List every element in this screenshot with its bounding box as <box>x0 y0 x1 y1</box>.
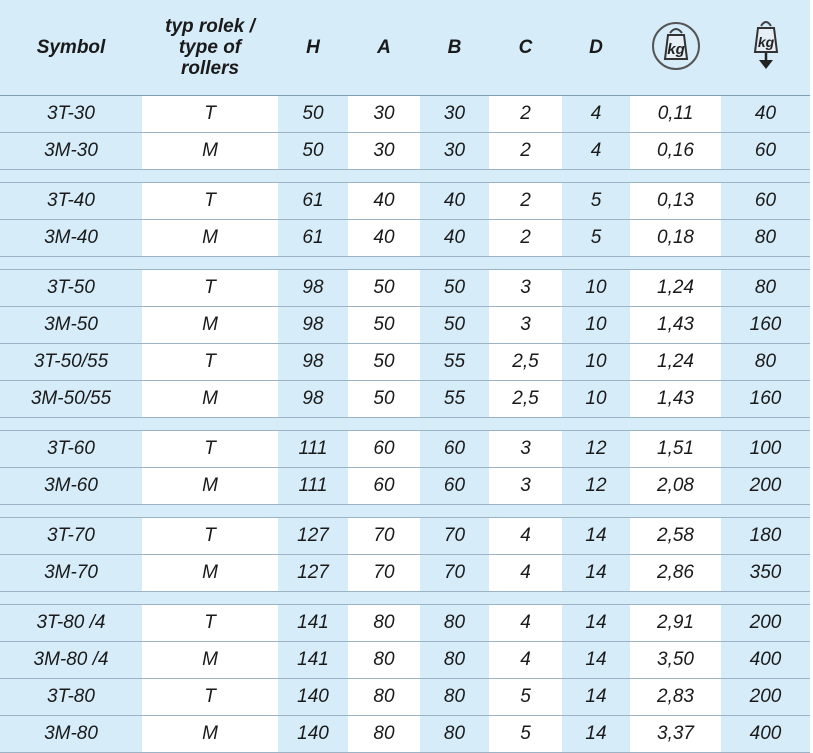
cell-weight: 2,86 <box>630 555 721 592</box>
cell-h: 127 <box>278 555 348 592</box>
load-capacity-kg-icon <box>749 16 783 79</box>
table-row <box>0 468 810 505</box>
table-row <box>0 381 810 418</box>
cell-weight: 0,13 <box>630 183 721 220</box>
cell-symbol: 3M-30 <box>0 133 142 170</box>
cell-d: 12 <box>562 431 630 468</box>
cell-weight: 2,58 <box>630 518 721 555</box>
cell-b: 80 <box>420 642 489 679</box>
cell-a: 80 <box>348 679 420 716</box>
cell-roller-type: T <box>142 96 278 133</box>
cell-load-capacity: 80 <box>721 344 810 381</box>
table-row <box>0 344 810 381</box>
cell-c: 3 <box>489 468 562 505</box>
cell-weight: 2,08 <box>630 468 721 505</box>
header-h: H <box>278 0 348 96</box>
cell-d: 10 <box>562 381 630 418</box>
cell-load-capacity: 200 <box>721 468 810 505</box>
cell-c: 2 <box>489 96 562 133</box>
cell-load-capacity: 200 <box>721 679 810 716</box>
cell-symbol: 3T-40 <box>0 183 142 220</box>
cell-load-capacity: 400 <box>721 642 810 679</box>
cell-a: 60 <box>348 431 420 468</box>
group-separator <box>0 418 810 431</box>
cell-weight: 0,11 <box>630 96 721 133</box>
cell-b: 30 <box>420 133 489 170</box>
cell-roller-type: T <box>142 518 278 555</box>
cell-roller-type: M <box>142 307 278 344</box>
cell-weight: 3,37 <box>630 716 721 753</box>
cell-b: 40 <box>420 220 489 257</box>
cell-weight: 1,43 <box>630 381 721 418</box>
cell-c: 2,5 <box>489 381 562 418</box>
cell-a: 70 <box>348 518 420 555</box>
cell-c: 4 <box>489 518 562 555</box>
cell-roller-type: T <box>142 344 278 381</box>
group-separator <box>0 257 810 270</box>
cell-a: 80 <box>348 605 420 642</box>
cell-load-capacity: 100 <box>721 431 810 468</box>
table-row <box>0 679 810 716</box>
cell-roller-type: T <box>142 270 278 307</box>
cell-h: 61 <box>278 183 348 220</box>
table-body <box>0 96 810 753</box>
cell-b: 40 <box>420 183 489 220</box>
cell-symbol: 3T-50/55 <box>0 344 142 381</box>
cell-roller-type: M <box>142 555 278 592</box>
cell-symbol: 3M-70 <box>0 555 142 592</box>
cell-c: 4 <box>489 555 562 592</box>
group-separator-cell <box>0 505 810 518</box>
cell-d: 10 <box>562 270 630 307</box>
group-separator-cell <box>0 418 810 431</box>
table-row <box>0 96 810 133</box>
cell-b: 60 <box>420 431 489 468</box>
cell-weight: 1,51 <box>630 431 721 468</box>
cell-symbol: 3M-40 <box>0 220 142 257</box>
cell-d: 5 <box>562 220 630 257</box>
header-b: B <box>420 0 489 96</box>
svg-text:kg: kg <box>757 34 774 50</box>
cell-c: 5 <box>489 716 562 753</box>
cell-d: 4 <box>562 133 630 170</box>
table-row <box>0 183 810 220</box>
cell-symbol: 3T-60 <box>0 431 142 468</box>
cell-a: 60 <box>348 468 420 505</box>
cell-weight: 1,24 <box>630 344 721 381</box>
table-row <box>0 431 810 468</box>
cell-h: 61 <box>278 220 348 257</box>
cell-c: 4 <box>489 642 562 679</box>
cell-c: 3 <box>489 431 562 468</box>
cell-h: 111 <box>278 431 348 468</box>
cell-symbol: 3T-80 <box>0 679 142 716</box>
cell-a: 40 <box>348 183 420 220</box>
group-separator <box>0 170 810 183</box>
cell-d: 4 <box>562 96 630 133</box>
table-row <box>0 518 810 555</box>
cell-load-capacity: 80 <box>721 270 810 307</box>
cell-h: 141 <box>278 605 348 642</box>
cell-c: 5 <box>489 679 562 716</box>
cell-roller-type: T <box>142 679 278 716</box>
cell-b: 50 <box>420 270 489 307</box>
cell-h: 98 <box>278 381 348 418</box>
header-symbol: Symbol <box>0 0 142 96</box>
cell-a: 30 <box>348 96 420 133</box>
header-d: D <box>562 0 630 96</box>
cell-load-capacity: 180 <box>721 518 810 555</box>
table-row <box>0 133 810 170</box>
cell-load-capacity: 350 <box>721 555 810 592</box>
cell-d: 14 <box>562 518 630 555</box>
cell-h: 111 <box>278 468 348 505</box>
table-row <box>0 642 810 679</box>
cell-a: 70 <box>348 555 420 592</box>
cell-load-capacity: 160 <box>721 381 810 418</box>
group-separator <box>0 592 810 605</box>
cell-symbol: 3T-80 /4 <box>0 605 142 642</box>
cell-weight: 3,50 <box>630 642 721 679</box>
cell-weight: 0,18 <box>630 220 721 257</box>
table-row <box>0 555 810 592</box>
cell-b: 80 <box>420 605 489 642</box>
cell-b: 70 <box>420 518 489 555</box>
cell-d: 5 <box>562 183 630 220</box>
cell-b: 60 <box>420 468 489 505</box>
cell-symbol: 3M-80 <box>0 716 142 753</box>
table-header <box>0 0 810 96</box>
cell-symbol: 3M-80 /4 <box>0 642 142 679</box>
group-separator-cell <box>0 170 810 183</box>
cell-h: 98 <box>278 270 348 307</box>
cell-load-capacity: 60 <box>721 133 810 170</box>
header-roller-type-line3: rollers <box>180 58 240 79</box>
cell-d: 14 <box>562 642 630 679</box>
cell-roller-type: T <box>142 431 278 468</box>
cell-c: 2 <box>489 133 562 170</box>
header-weight <box>630 0 721 96</box>
cell-symbol: 3T-70 <box>0 518 142 555</box>
cell-d: 14 <box>562 716 630 753</box>
group-separator-cell <box>0 257 810 270</box>
cell-symbol: 3T-50 <box>0 270 142 307</box>
header-load-capacity <box>721 0 810 96</box>
cell-h: 127 <box>278 518 348 555</box>
cell-roller-type: M <box>142 133 278 170</box>
cell-d: 10 <box>562 344 630 381</box>
cell-a: 50 <box>348 270 420 307</box>
cell-h: 50 <box>278 133 348 170</box>
cell-h: 140 <box>278 716 348 753</box>
group-separator <box>0 505 810 518</box>
cell-b: 70 <box>420 555 489 592</box>
table-row <box>0 220 810 257</box>
cell-c: 2 <box>489 220 562 257</box>
header-roller-type <box>142 0 278 96</box>
cell-h: 140 <box>278 679 348 716</box>
cell-symbol: 3T-30 <box>0 96 142 133</box>
cell-load-capacity: 60 <box>721 183 810 220</box>
cell-load-capacity: 160 <box>721 307 810 344</box>
cell-symbol: 3M-50/55 <box>0 381 142 418</box>
cell-b: 30 <box>420 96 489 133</box>
cell-roller-type: T <box>142 605 278 642</box>
cell-load-capacity: 200 <box>721 605 810 642</box>
header-roller-type-line1: typ rolek / <box>165 16 255 37</box>
cell-c: 2,5 <box>489 344 562 381</box>
header-c: C <box>489 0 562 96</box>
cell-weight: 2,83 <box>630 679 721 716</box>
cell-a: 50 <box>348 381 420 418</box>
cell-a: 50 <box>348 344 420 381</box>
table-row <box>0 605 810 642</box>
header-roller-type-line2: type of <box>178 37 242 58</box>
cell-d: 12 <box>562 468 630 505</box>
cell-b: 55 <box>420 381 489 418</box>
cell-roller-type: M <box>142 468 278 505</box>
cell-h: 141 <box>278 642 348 679</box>
cell-roller-type: T <box>142 183 278 220</box>
table-row <box>0 307 810 344</box>
cell-a: 40 <box>348 220 420 257</box>
cell-a: 50 <box>348 307 420 344</box>
cell-h: 50 <box>278 96 348 133</box>
cell-load-capacity: 40 <box>721 96 810 133</box>
cell-b: 80 <box>420 716 489 753</box>
cell-c: 3 <box>489 307 562 344</box>
table-row <box>0 270 810 307</box>
header-a: A <box>348 0 420 96</box>
cell-d: 14 <box>562 679 630 716</box>
cell-a: 30 <box>348 133 420 170</box>
cell-d: 14 <box>562 555 630 592</box>
cell-b: 55 <box>420 344 489 381</box>
table-row <box>0 716 810 753</box>
cell-weight: 2,91 <box>630 605 721 642</box>
cell-weight: 1,43 <box>630 307 721 344</box>
weight-kg-icon <box>648 19 704 76</box>
cell-c: 4 <box>489 605 562 642</box>
cell-roller-type: M <box>142 642 278 679</box>
cell-h: 98 <box>278 344 348 381</box>
cell-symbol: 3M-60 <box>0 468 142 505</box>
cell-d: 10 <box>562 307 630 344</box>
cell-d: 14 <box>562 605 630 642</box>
cell-h: 98 <box>278 307 348 344</box>
cell-b: 80 <box>420 679 489 716</box>
cell-symbol: 3M-50 <box>0 307 142 344</box>
cell-roller-type: M <box>142 716 278 753</box>
cell-a: 80 <box>348 642 420 679</box>
cell-weight: 0,16 <box>630 133 721 170</box>
header-row <box>0 0 810 96</box>
cell-roller-type: M <box>142 381 278 418</box>
group-separator-cell <box>0 592 810 605</box>
cell-b: 50 <box>420 307 489 344</box>
cell-load-capacity: 400 <box>721 716 810 753</box>
cell-a: 80 <box>348 716 420 753</box>
cell-weight: 1,24 <box>630 270 721 307</box>
cell-load-capacity: 80 <box>721 220 810 257</box>
cell-c: 3 <box>489 270 562 307</box>
svg-text:kg: kg <box>666 41 685 58</box>
cell-c: 2 <box>489 183 562 220</box>
cell-roller-type: M <box>142 220 278 257</box>
